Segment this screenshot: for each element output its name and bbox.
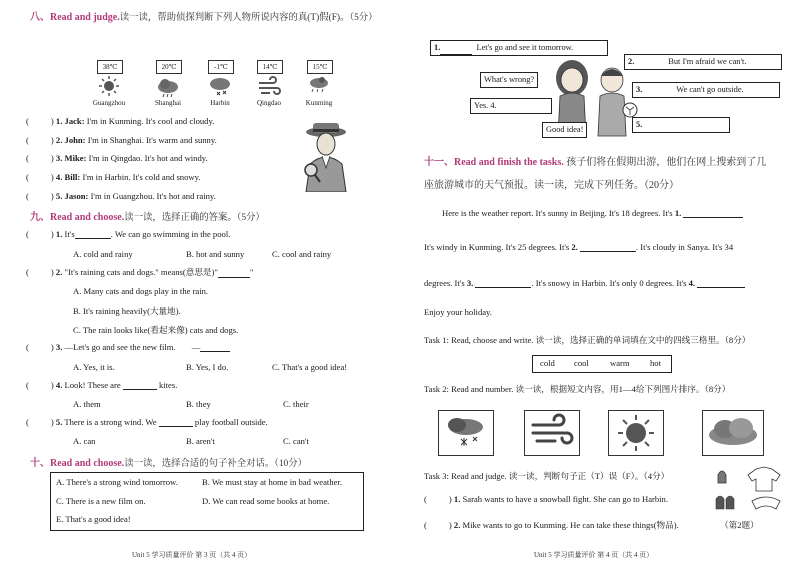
scarf-icon <box>752 497 780 509</box>
q9-5-blank[interactable] <box>159 417 193 427</box>
q9-3-blank[interactable] <box>200 342 230 352</box>
snow-cloud-icon <box>439 411 493 455</box>
task3-q1: ( ) 1. Sarah wants to have a snowball fight. She can go to Harbin. <box>424 494 669 504</box>
sun-icon <box>609 411 663 455</box>
section-11-desc: 座旅游城市的天气预报。读一读，完成下列任务。（20分） <box>424 180 679 191</box>
q9-1-blank[interactable] <box>75 229 111 239</box>
clothing-illustration <box>710 465 786 517</box>
sun-icon <box>96 74 122 98</box>
section-11-heading: 十一、Read and finish the tasks. 孩子们将在假期出游，他们在网上搜索到了几 <box>424 157 767 168</box>
q9-1-option-b[interactable]: B. hot and sunny <box>186 249 245 259</box>
item-number: 4. <box>55 172 63 182</box>
s8-item: ( ) 1. Jack: I'm in Kunming. It's cool and cloudy. <box>26 116 215 126</box>
right-page <box>402 0 800 573</box>
umbrella-icon <box>306 74 332 98</box>
city-temp-shanghai: 20℃ <box>156 60 182 74</box>
q9-3-option-c[interactable]: C. That's a good idea! <box>272 362 348 372</box>
passage-blank-1[interactable] <box>683 208 743 218</box>
q9-2-option-b[interactable]: B. It's raining heavily(大量地). <box>73 306 181 316</box>
wind-icon <box>525 411 579 455</box>
s8-item: ( ) 5. Jason: I'm in Guangzhou. It's hot and rainy. <box>26 191 216 201</box>
s8-item: ( ) 4. Bill: I'm in Harbin. It's cold and snowy. <box>26 172 201 182</box>
statement: I'm in Guangzhou. It's hot and rainy. <box>90 191 216 201</box>
word-hot[interactable]: hot <box>650 358 661 368</box>
speaker: John: <box>64 135 86 145</box>
dialog-box-5[interactable]: 5. <box>632 117 730 133</box>
q9-5: ( ) 5. There is a strong wind. We play football outside. <box>26 417 268 427</box>
s8-item: ( ) 3. Mike: I'm in Qingdao. It's hot and windy. <box>26 153 208 163</box>
q9-4: ( ) 4. Look! These are kites. <box>26 380 178 390</box>
left-page <box>0 0 398 573</box>
speaker: Bill: <box>64 172 81 182</box>
sweater-icon <box>748 467 780 491</box>
statement: I'm in Shanghai. It's warm and sunny. <box>87 135 217 145</box>
q9-5-option-b[interactable]: B. aren't <box>186 436 215 446</box>
q9-5-option-c[interactable]: C. can't <box>283 436 309 446</box>
dialog-box-3[interactable]: 3. We can't go outside. <box>632 82 780 98</box>
statement: I'm in Harbin. It's cold and snowy. <box>82 172 201 182</box>
dialog-whats-wrong: What's wrong? <box>480 72 538 88</box>
q9-4-option-a[interactable]: A. them <box>73 399 101 409</box>
q9-3: ( ) 3. —Let's go and see the new film. — <box>26 342 230 352</box>
cloud-icon <box>703 411 763 455</box>
city-name-guangzhou: Guangzhou <box>92 99 126 107</box>
city-temp-guangzhou: 38℃ <box>97 60 123 74</box>
city-name-kunming: Kunming <box>305 99 333 107</box>
picture-snow[interactable] <box>438 410 494 456</box>
q9-4-blank[interactable] <box>123 380 157 390</box>
speaker: Jason: <box>64 191 89 201</box>
picture-cloud[interactable] <box>702 410 764 456</box>
speaker: Mike: <box>64 153 87 163</box>
item-number: 3. <box>55 153 63 163</box>
q9-1-option-a[interactable]: A. cold and rainy <box>73 249 133 259</box>
word-cold[interactable]: cold <box>540 358 555 368</box>
s8-item: ( ) 2. John: I'm in Shanghai. It's warm and sunny. <box>26 135 217 145</box>
word-cool[interactable]: cool <box>574 358 589 368</box>
city-temp-harbin: -1℃ <box>208 60 234 74</box>
section-8-heading: 八、Read and judge.读一读，帮助侦探判断下列人物所说内容的真(T)假(F)。（5分） <box>30 12 378 23</box>
picture-wind[interactable] <box>524 410 580 456</box>
word-warm[interactable]: warm <box>610 358 630 368</box>
q9-2-option-a[interactable]: A. Many cats and dogs play in the rain. <box>73 286 209 296</box>
s10-option-d[interactable]: D. We can read some books at home. <box>202 496 330 506</box>
section-9-heading: 九、Read and choose.读一读，选择正确的答案。（5分） <box>30 212 265 223</box>
city-name-shanghai: Shanghai <box>154 99 182 107</box>
dialog-good-idea: Good idea! <box>542 122 587 138</box>
item-number: 1. <box>55 116 63 126</box>
q9-5-option-a[interactable]: A. can <box>73 436 96 446</box>
picture-sun[interactable] <box>608 410 664 456</box>
q9-2: ( ) 2. "It's raining cats and dogs." means(意思是)" " <box>26 267 254 277</box>
dialog-box-1[interactable]: 1. Let's go and see it tomorrow. <box>430 40 608 56</box>
q9-4-option-b[interactable]: B. they <box>186 399 211 409</box>
city-temp-qingdao: 14℃ <box>257 60 283 74</box>
passage-blank-2[interactable] <box>580 242 636 252</box>
snow-icon <box>207 74 233 98</box>
s10-option-a[interactable]: A. There's a strong wind tomorrow. <box>56 477 178 487</box>
passage-line-1: Here is the weather report. It's sunny in Beijing. It's 18 degrees. It's 1. <box>442 208 743 218</box>
cloud-icon <box>155 74 181 98</box>
wind-icon <box>256 74 282 98</box>
dialog-box-2[interactable]: 2. But I'm afraid we can't. <box>624 54 782 70</box>
passage-blank-3[interactable] <box>475 278 531 288</box>
task-1-heading: Task 1: Read, choose and write. 读一读，选择正确的单词填在文中的四线三格里。（8分） <box>424 335 751 345</box>
statement: I'm in Kunming. It's cool and cloudy. <box>86 116 215 126</box>
q9-1-option-c[interactable]: C. cool and rainy <box>272 249 332 259</box>
q9-1: ( ) 1. It's . We can go swimming in the pool. <box>26 229 231 239</box>
s10-option-b[interactable]: B. We must stay at home in bad weather. <box>202 477 342 487</box>
task-2-heading: Task 2: Read and number. 读一读，根据短文内容，用1—4给下列图片排序。（8分） <box>424 384 731 394</box>
q9-4-option-c[interactable]: C. their <box>283 399 309 409</box>
task-3-heading: Task 3: Read and judge. 读一读，判断句子正（T）误（F）。（4分） <box>424 471 670 481</box>
item-number: 5. <box>55 191 63 201</box>
passage-line-4: Enjoy your holiday. <box>424 307 492 317</box>
item-number: 2. <box>55 135 63 145</box>
q9-2-option-c[interactable]: C. The rain looks like(看起来像) cats and dogs. <box>73 325 239 335</box>
statement: I'm in Qingdao. It's hot and windy. <box>88 153 208 163</box>
detective-illustration <box>296 120 356 192</box>
passage-line-2: It's windy in Kunming. It's 25 degrees. It's 2. . It's cloudy in Sanya. It's 34 <box>424 242 734 252</box>
dialog-box-4[interactable]: Yes. 4. <box>470 98 552 114</box>
gloves-icon <box>716 496 734 509</box>
q9-3-option-a[interactable]: A. Yes, it is. <box>73 362 115 372</box>
hat-icon <box>718 471 726 483</box>
s10-option-e[interactable]: E. That's a good idea! <box>56 514 131 524</box>
city-name-harbin: Harbin <box>210 99 230 107</box>
city-name-qingdao: Qingdao <box>256 99 282 107</box>
speaker: Jack: <box>64 116 85 126</box>
passage-line-3: degrees. It's 3. . It's snowy in Harbin. It's only 0 degrees. It's 4. <box>424 278 745 288</box>
figure-note: （第2题） <box>720 520 759 530</box>
city-temp-kunming: 15℃ <box>307 60 333 74</box>
q9-3-option-b[interactable]: B. Yes, I do. <box>186 362 229 372</box>
right-footer: Unit 5 学习质量评价 第 4 页（共 4 页） <box>534 551 654 559</box>
s10-option-c[interactable]: C. There is a new film on. <box>56 496 146 506</box>
section-10-heading: 十、Read and choose.读一读，选择合适的句子补全对话。（10分） <box>30 458 307 469</box>
q9-2-blank[interactable] <box>218 268 250 278</box>
passage-blank-4[interactable] <box>697 278 745 288</box>
left-footer: Unit 5 学习质量评价 第 3 页（共 4 页） <box>132 551 252 559</box>
task3-q2: ( ) 2. Mike wants to go to Kunming. He can take these things(物品). <box>424 520 679 530</box>
